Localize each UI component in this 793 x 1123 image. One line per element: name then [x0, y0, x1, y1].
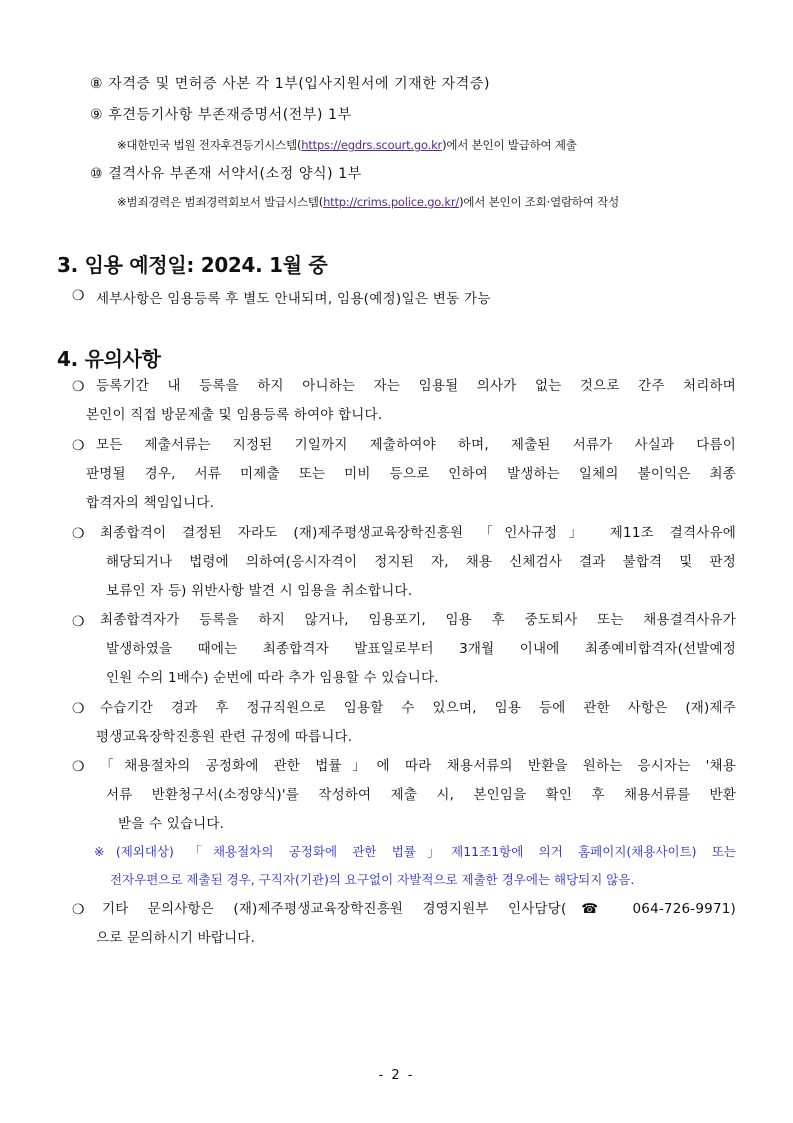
paragraph-line: 합격자의 책임입니다. — [86, 495, 215, 511]
paragraph-line: 평생교육장학진흥원 관련 규정에 따릅니다. — [96, 729, 353, 745]
paragraph-line: 최종합격이 결정된 자라도 (재)제주평생교육장학진흥원 「인사규정」 제11조 결격사유에 — [100, 525, 736, 541]
paragraph-line: 발생하였을 때에는 최종합격자 발표일로부터 3개월 이내에 최종예비합격자(선발예정 — [106, 641, 736, 657]
paragraph-line: 인원 수의 1배수) 순번에 따라 추가 임용할 수 있습니다. — [106, 670, 439, 686]
note-suffix: )에서 본인이 발급하여 제출 — [442, 138, 577, 152]
bullet-icon: ❍ — [72, 902, 85, 918]
paragraph-line: 본인이 직접 방문제출 및 임용등록 하여야 합니다. — [86, 407, 383, 423]
paragraph-line: 판명될 경우, 서류 미제출 또는 미비 등으로 인하여 발생하는 일체의 불이익은 최종 — [86, 466, 736, 482]
note-line: ※(제외대상) 「채용절차의 공정화에 관한 법률」제11조1항에 의거 홈페이지(채용사이트) 또는 — [94, 844, 736, 859]
bullet-icon: ❍ — [72, 701, 85, 717]
crims-link[interactable]: http://crims.police.go.kr/ — [323, 195, 460, 209]
note-prefix: ※대한민국 법원 전자후견등기시스템( — [117, 138, 302, 152]
notice-paragraph-1 — [86, 372, 736, 430]
item-10: ⑩ 결격사유 부존재 서약서(소정 양식) 1부 — [90, 166, 362, 182]
note-line: 전자우편으로 제출된 경우, 구직자(기관)의 요구없이 자발적으로 제출한 경우에는 해당되지 않음. — [110, 872, 635, 887]
notice-paragraph-5 — [96, 694, 736, 752]
section-3-text: 세부사항은 임용등록 후 별도 안내되며, 임용(예정)일은 변동 가능 — [96, 291, 491, 307]
paragraph-line: 으로 문의하시기 바랍니다. — [96, 930, 256, 946]
paragraph-line: 「채용절차의 공정화에 관한 법률」에 따라 채용서류의 반환을 원하는 응시자는 '채용 — [100, 758, 736, 774]
scourt-link[interactable]: https://egdrs.scourt.go.kr — [301, 138, 443, 152]
bullet-icon: ❍ — [72, 438, 85, 454]
page-number: - 2 - — [378, 1068, 415, 1083]
exclusion-note — [94, 838, 736, 894]
paragraph-line: 보류인 자 등) 위반사항 발견 시 임용을 취소합니다. — [106, 583, 413, 599]
paragraph-line: 최종합격자가 등록을 하지 않거나, 임용포기, 임용 후 중도퇴사 또는 채용결격사유가 — [100, 612, 736, 628]
paragraph-line: 받을 수 있습니다. — [118, 816, 225, 832]
paragraph-line: 모든 제출서류는 지정된 기일까지 제출하여야 하며, 제출된 서류가 사실과 다름이 — [96, 437, 736, 453]
section-3-heading: 3. 임용 예정일: 2024. 1월 중 — [57, 253, 328, 277]
item-8: ⑧ 자격증 및 면허증 사본 각 1부(입사지원서에 기재한 자격증) — [90, 76, 491, 92]
notice-paragraph-2 — [86, 431, 736, 518]
paragraph-line: 수습기간 경과 후 정규직원으로 임용할 수 있으며, 임용 등에 관한 사항은 (재)제주 — [100, 700, 736, 716]
section-4-heading: 4. 유의사항 — [57, 347, 161, 371]
note-item-9 — [117, 137, 577, 153]
notice-paragraph-6 — [100, 752, 736, 839]
paragraph-line: 기타 문의사항은 (재)제주평생교육장학진흥원 경영지원부 인사담당(☎ 064-726-9971) — [102, 901, 736, 917]
notice-paragraph-7 — [96, 895, 736, 953]
note-item-10 — [117, 194, 619, 210]
bullet-icon: ❍ — [72, 614, 85, 630]
paragraph-line: 서류 반환청구서(소정양식)'를 작성하여 제출 시, 본인임을 확인 후 채용서류를 반환 — [106, 787, 736, 803]
bullet-icon: ❍ — [72, 759, 85, 775]
paragraph-line: 해당되거나 법령에 의하여(응시자격이 정지된 자, 채용 신체검사 결과 불합격 및 판정 — [106, 554, 736, 570]
paragraph-line: 등록기간 내 등록을 하지 아니하는 자는 임용될 의사가 없는 것으로 간주 처리하며 — [96, 378, 736, 394]
note-suffix: )에서 본인이 조회·열람하여 작성 — [459, 195, 619, 209]
item-9: ⑨ 후견등기사항 부존재증명서(전부) 1부 — [90, 107, 352, 123]
bullet-icon: ❍ — [72, 288, 85, 304]
note-prefix: ※범죄경력은 범죄경력회보서 발급시스템( — [117, 195, 324, 209]
bullet-icon: ❍ — [72, 526, 85, 542]
notice-paragraph-4 — [100, 606, 736, 693]
bullet-icon: ❍ — [72, 379, 85, 395]
notice-paragraph-3 — [100, 519, 736, 606]
